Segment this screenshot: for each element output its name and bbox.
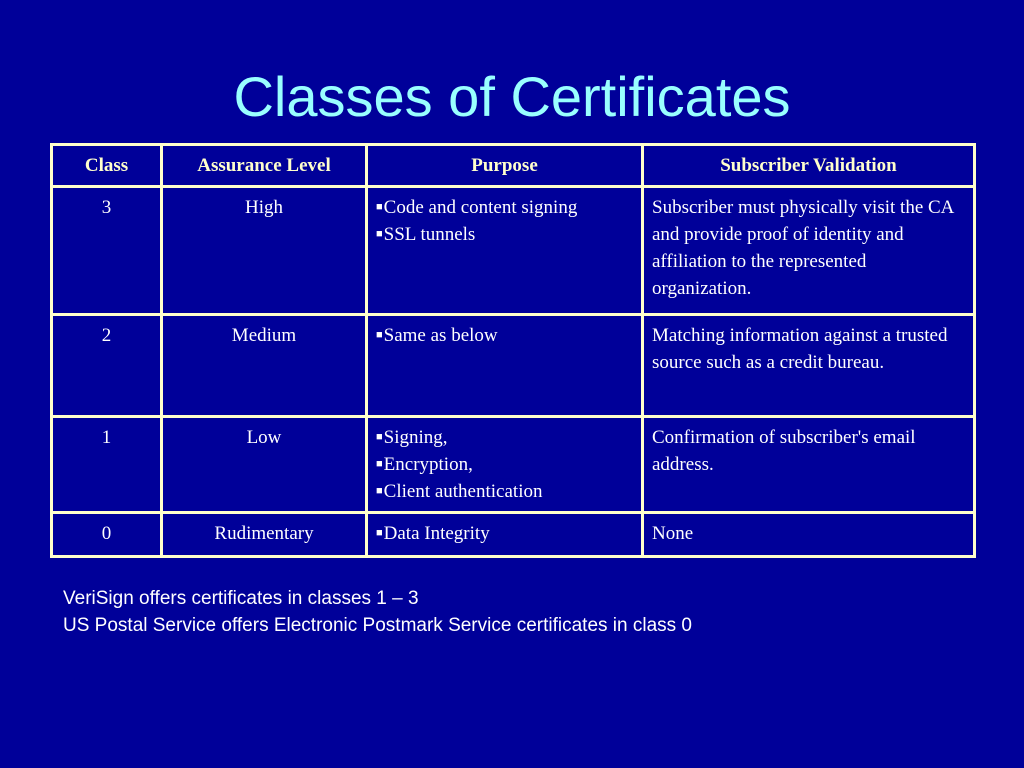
class-cell: 1 xyxy=(52,417,162,513)
square-bullet-icon: ■ xyxy=(376,228,383,240)
assurance-cell: Low xyxy=(162,417,367,513)
square-bullet-icon: ■ xyxy=(376,458,383,470)
purpose-cell xyxy=(367,417,643,513)
certificate-classes-table xyxy=(50,143,976,558)
table-row xyxy=(52,513,975,557)
purpose-item xyxy=(376,194,633,221)
purpose-text: Same as below xyxy=(383,325,498,346)
purpose-text: Data Integrity xyxy=(383,523,490,544)
purpose-text: Client authentication xyxy=(383,481,543,502)
validation-cell: Confirmation of subscriber's email address. xyxy=(643,417,975,513)
table-row xyxy=(52,187,975,315)
class-cell: 2 xyxy=(52,315,162,417)
table-row xyxy=(52,417,975,513)
header-subscriber-validation: Subscriber Validation xyxy=(643,145,975,187)
square-bullet-icon: ■ xyxy=(376,527,383,539)
header-class: Class xyxy=(52,145,162,187)
purpose-cell xyxy=(367,187,643,315)
table-row xyxy=(52,315,975,417)
header-assurance-level: Assurance Level xyxy=(162,145,367,187)
square-bullet-icon: ■ xyxy=(376,485,383,497)
class-cell: 3 xyxy=(52,187,162,315)
purpose-item xyxy=(376,451,633,478)
purpose-cell xyxy=(367,513,643,557)
purpose-text: SSL tunnels xyxy=(383,224,476,245)
purpose-text: Code and content signing xyxy=(383,197,578,218)
assurance-cell: High xyxy=(162,187,367,315)
square-bullet-icon: ■ xyxy=(376,201,383,213)
table-header-row xyxy=(52,145,975,187)
purpose-item xyxy=(376,520,633,547)
footnote-usps: US Postal Service offers Electronic Postmark Service certificates in class 0 xyxy=(63,615,692,636)
purpose-text: Signing, xyxy=(383,427,448,448)
purpose-item xyxy=(376,478,633,505)
footnote-verisign: VeriSign offers certificates in classes 1 – 3 xyxy=(63,588,419,609)
header-purpose: Purpose xyxy=(367,145,643,187)
purpose-item xyxy=(376,322,633,349)
assurance-cell: Medium xyxy=(162,315,367,417)
purpose-item xyxy=(376,221,633,248)
purpose-item xyxy=(376,424,633,451)
square-bullet-icon: ■ xyxy=(376,329,383,341)
assurance-cell: Rudimentary xyxy=(162,513,367,557)
purpose-cell xyxy=(367,315,643,417)
validation-cell: None xyxy=(643,513,975,557)
validation-cell: Matching information against a trusted source such as a credit bureau. xyxy=(643,315,975,417)
square-bullet-icon: ■ xyxy=(376,431,383,443)
purpose-text: Encryption, xyxy=(383,454,473,475)
class-cell: 0 xyxy=(52,513,162,557)
validation-cell: Subscriber must physically visit the CA and provide proof of identity and affiliation to the represented organization. xyxy=(643,187,975,315)
footnotes xyxy=(63,585,692,639)
slide-title: Classes of Certificates xyxy=(233,65,791,128)
